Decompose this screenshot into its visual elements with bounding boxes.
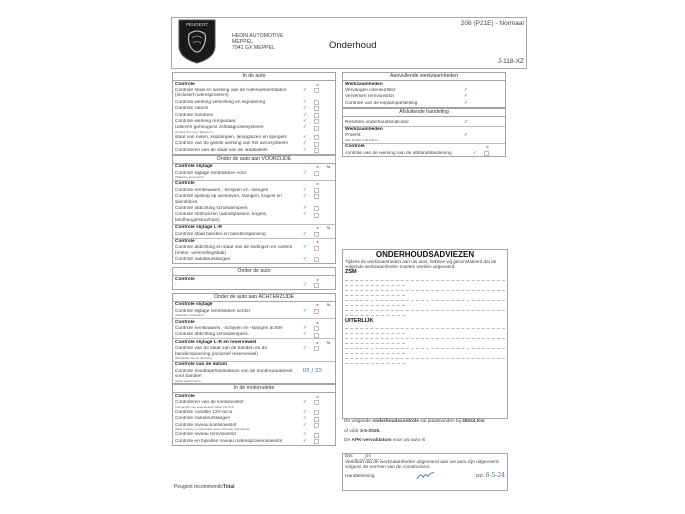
group-label xyxy=(173,225,335,231)
percent-mark: % xyxy=(326,302,331,308)
item-label: Controle stofhoezen (aandrijfassen, kogels, landheugelstuurhuis) xyxy=(175,212,268,223)
right-column xyxy=(342,72,506,157)
mark-columns xyxy=(295,188,333,193)
item-label: Controle slijtage xyxy=(175,164,213,170)
mark-columns xyxy=(453,88,503,93)
item-label: Controle xyxy=(175,81,195,87)
x-mark: x xyxy=(316,339,319,345)
check-item xyxy=(173,99,335,105)
note: (Waarden verwerken) xyxy=(175,175,204,180)
left-column xyxy=(172,72,336,446)
handwritten-tick-icon: ✓ xyxy=(302,421,308,428)
item-label: Controle van de datum xyxy=(175,362,227,368)
handwritten-tick-icon: ✓ xyxy=(302,134,308,141)
section-title: In de auto xyxy=(173,73,335,81)
signature-label: Handtekening xyxy=(345,474,375,480)
checkbox[interactable] xyxy=(314,309,319,314)
item-label: Controle slijtage L-R en reservewiel xyxy=(175,339,257,345)
check-item xyxy=(173,400,335,410)
handwritten-tick-icon: ✓ xyxy=(302,186,308,193)
item-label: controle van de werking van de afstandsbediening xyxy=(345,150,452,156)
checkbox[interactable] xyxy=(314,417,319,422)
handwritten-tick-icon: ✓ xyxy=(302,345,308,352)
x-mark: x xyxy=(316,225,319,231)
item-label xyxy=(175,369,295,383)
item-label: Controle xyxy=(175,181,195,187)
text: Uitlezen geheugens zelfdiagnosesysteem xyxy=(175,125,264,131)
item-label: Controle werking verlichting en signalering xyxy=(175,99,266,105)
x-mark: x xyxy=(316,276,319,282)
section-afsluitend xyxy=(342,108,506,158)
apk-line xyxy=(342,438,506,444)
checkbox[interactable] xyxy=(314,126,319,131)
x-mark: x xyxy=(316,302,319,308)
note: (A partir du menu "Ellexeur") xyxy=(175,129,213,134)
handwritten-sign-date: 6-5-24 xyxy=(485,472,505,480)
mark-columns xyxy=(465,144,503,149)
section-title: Onder de auto aan VOORZIJDE xyxy=(173,156,335,164)
signature-box xyxy=(342,453,508,491)
item-label: - xyxy=(175,283,177,289)
mark-columns xyxy=(453,133,503,138)
checkbox[interactable] xyxy=(314,433,319,438)
item-label xyxy=(345,133,453,142)
advice-intro: Tijdens de werkzaamheden aan uw auto, hebben wij geconstateerd dat de volgende werkzaamheden moeten worden uitgevoerd: xyxy=(345,259,497,270)
checkbox[interactable] xyxy=(314,400,319,405)
mark-columns xyxy=(295,257,333,262)
next-service-info xyxy=(342,419,506,444)
group-label xyxy=(173,164,335,170)
work-item xyxy=(343,94,505,100)
item-label xyxy=(175,125,295,134)
next-service-line xyxy=(342,419,506,425)
handwritten-tick-icon: ✓ xyxy=(302,244,308,251)
text: 3-5-2025. xyxy=(360,428,381,434)
note: (selon équipement ) xyxy=(175,378,202,383)
mark-columns xyxy=(295,82,333,87)
mark-columns xyxy=(453,101,503,106)
mark-columns xyxy=(295,309,333,314)
check-item xyxy=(173,409,335,415)
section-title: Onder de auto aan ACHTERZIJDE xyxy=(173,294,335,302)
checkbox[interactable] xyxy=(314,188,319,193)
license-plate: J-118-XZ xyxy=(497,58,524,65)
mark-columns xyxy=(295,164,333,169)
mark-columns xyxy=(295,410,333,415)
item-label: Controle staat banden en bandenspanning xyxy=(175,231,266,237)
mark-columns xyxy=(295,369,333,374)
item-label: Controle staat en werking van de ruitenwisserbladen (inclusief ruitensproeiers) xyxy=(175,87,287,99)
checkbox[interactable] xyxy=(314,113,319,118)
mark-columns xyxy=(295,181,333,186)
group-label xyxy=(173,302,335,308)
handwritten-tick-icon: ✓ xyxy=(472,149,478,156)
check-item xyxy=(173,194,335,206)
checkbox[interactable] xyxy=(314,119,319,124)
dtv-value: JH xyxy=(355,454,381,460)
item-label: Controle speling op wielnaven, stangen, kogels en silentblocs xyxy=(175,194,282,205)
check-item xyxy=(173,283,335,289)
group-label xyxy=(173,339,335,345)
percent-mark: % xyxy=(326,225,331,231)
check-item xyxy=(173,422,335,432)
checkbox[interactable] xyxy=(314,88,319,93)
handwritten-tick-icon: ✓ xyxy=(302,415,308,422)
mark-columns xyxy=(295,400,333,405)
checkbox[interactable] xyxy=(314,346,319,351)
check-item xyxy=(173,118,335,124)
item-label: Controle afdichting schokdempers xyxy=(175,206,248,211)
mark-columns xyxy=(295,100,333,105)
item-label: Controle conditie 12V-accu xyxy=(175,409,233,415)
item-label: Controle werking rempedaal. xyxy=(175,118,237,124)
group-label xyxy=(343,144,505,150)
text: Dtv: xyxy=(345,454,354,459)
mark-columns xyxy=(295,416,333,421)
text: Controle van de staat van de banden en de bandenspanning (inclusief reservewiel) xyxy=(175,346,268,357)
x-mark: x xyxy=(316,164,319,170)
mark-columns xyxy=(295,206,333,211)
item-label: Werkzaamheden xyxy=(345,81,383,87)
section-title: Afsluitende handeling xyxy=(343,109,505,117)
section-title: In de motorruimte xyxy=(173,385,335,393)
mark-columns xyxy=(295,277,333,282)
section-title: Onder de auto xyxy=(173,268,335,276)
handwritten-tick-icon: ✓ xyxy=(302,331,308,338)
item-label: Controle xyxy=(175,276,195,282)
text: Controle slijtage remblokken achter xyxy=(175,308,251,314)
work-item xyxy=(343,87,505,93)
check-item xyxy=(173,231,335,237)
mark-columns xyxy=(295,232,333,237)
mark-columns xyxy=(295,302,333,307)
mark-columns xyxy=(295,194,333,199)
handwritten-tick-icon: ✓ xyxy=(302,193,308,200)
handwritten-tick-icon: ✓ xyxy=(302,324,308,331)
checkbox[interactable] xyxy=(314,246,319,251)
check-item xyxy=(173,135,335,141)
check-item xyxy=(173,112,335,118)
item-label: Controle afdichting en staat van de leidingen en carters (motor, versnellingsbak) xyxy=(175,245,293,256)
check-item xyxy=(173,206,335,212)
handwritten-tick-icon: ✓ xyxy=(463,93,469,100)
item-label xyxy=(175,400,295,409)
later-label: UITERLIJK xyxy=(345,317,374,324)
mark-columns xyxy=(295,212,333,217)
mark-columns xyxy=(295,225,333,230)
x-mark: x xyxy=(316,181,319,187)
mark-columns xyxy=(295,106,333,111)
mark-columns xyxy=(453,120,503,125)
next-date-line xyxy=(342,429,506,435)
check-item xyxy=(173,170,335,180)
note: (Waarden verwerken) xyxy=(175,313,204,318)
note: Elke 30.000 of 80.000 km xyxy=(345,137,380,142)
handwritten-tick-icon: ✓ xyxy=(302,146,308,153)
check-item xyxy=(173,212,335,224)
item-label: Controle claxon xyxy=(175,106,209,112)
checkbox[interactable] xyxy=(314,326,319,331)
check-item xyxy=(173,141,335,147)
checkbox[interactable] xyxy=(314,106,319,111)
section-onder xyxy=(172,267,336,290)
mark-columns xyxy=(295,148,333,153)
mark-columns xyxy=(295,346,333,351)
group-label xyxy=(343,81,505,87)
checkbox[interactable] xyxy=(314,171,319,176)
text: zal plaatsvinden bij xyxy=(420,419,461,424)
item-label: Controle van de goede werking van het aircosysteem xyxy=(175,141,289,147)
handwritten-date: 05 / 25 xyxy=(302,367,322,374)
checkbox[interactable] xyxy=(314,135,319,140)
mark-columns xyxy=(295,141,333,146)
text: Controleren van de koelvloeistof xyxy=(175,400,244,406)
text: Controle niveau koelvloeistof xyxy=(175,422,237,428)
handwritten-tick-icon: ✓ xyxy=(302,98,308,105)
item-label: Controle remklauwen, -schijven en -slangen xyxy=(175,187,269,193)
mark-columns xyxy=(465,151,503,156)
percent-mark: % xyxy=(326,164,331,170)
text: De xyxy=(344,438,351,444)
group-label xyxy=(173,239,335,245)
check-item xyxy=(173,87,335,99)
section-achterzijde xyxy=(172,293,336,384)
handwritten-tick-icon: ✓ xyxy=(463,118,469,125)
checkbox[interactable] xyxy=(314,194,319,199)
text: APK-vervaldatum xyxy=(351,438,392,444)
brand-text: PEUGEOT xyxy=(185,22,209,27)
checkbox[interactable] xyxy=(314,439,319,444)
item-label: Verversen remvloeistof xyxy=(345,94,394,100)
mark-columns xyxy=(295,135,333,140)
handwritten-tick-icon: ✓ xyxy=(302,205,308,211)
handwritten-tick-icon: ✓ xyxy=(302,86,308,93)
checkbox[interactable] xyxy=(314,257,319,262)
note: (Mise à niveau si nécessaire (sauf véhicules électriques) xyxy=(175,427,251,432)
mark-columns xyxy=(295,432,333,437)
mark-columns xyxy=(295,340,333,345)
group-label xyxy=(173,393,335,399)
check-item xyxy=(173,432,335,438)
item-label: Controle niveau remvloeistof xyxy=(175,432,236,438)
section-aanvullend xyxy=(342,72,506,108)
item-label: Controle slijtage xyxy=(175,302,213,308)
group-label xyxy=(343,127,505,133)
work-item xyxy=(343,117,505,126)
text: Controle houdbaarheidsdatum van de noodreparatieset voor banden xyxy=(175,368,293,380)
item-label: Controle afdichting schokdempers. xyxy=(175,332,249,338)
text: DD: xyxy=(476,474,485,480)
check-item xyxy=(173,325,335,331)
handwritten-tick-icon: ✓ xyxy=(302,140,308,147)
handwritten-tick-icon: ✓ xyxy=(302,169,308,176)
item-label: Vervangen interieurfilter xyxy=(345,87,396,93)
handwritten-tick-icon: ✓ xyxy=(302,230,308,237)
asap-label: ZSM xyxy=(345,269,357,276)
mark-columns xyxy=(295,125,333,130)
note: afhankelijk van de uitrusting xyxy=(175,356,213,361)
check-item xyxy=(173,187,335,193)
handwritten-tick-icon: ✓ xyxy=(302,256,308,263)
mark-columns xyxy=(295,326,333,331)
signature-icon xyxy=(415,471,435,480)
footer-text: Peugeot recommends xyxy=(174,484,223,490)
text: 48244 Km xyxy=(462,419,485,424)
text: voor uw auto is xyxy=(392,438,426,444)
handwritten-tick-icon: ✓ xyxy=(302,431,308,438)
checkbox[interactable] xyxy=(484,151,489,156)
advice-line-short xyxy=(345,311,405,316)
check-item xyxy=(173,257,335,263)
handwritten-tick-icon: ✓ xyxy=(302,211,308,218)
item-label: Controleren van de staat van de laadkabels xyxy=(175,147,268,153)
item-label: Controle radiateurslangen xyxy=(175,416,231,422)
handwritten-tick-icon: ✓ xyxy=(463,99,469,106)
mark-columns xyxy=(295,245,333,250)
checkbox[interactable] xyxy=(314,206,319,211)
mark-columns xyxy=(295,394,333,399)
handwritten-tick-icon: ✓ xyxy=(302,105,308,112)
check-item xyxy=(173,438,335,444)
check-item xyxy=(173,147,335,153)
check-item xyxy=(173,125,335,135)
group-label xyxy=(173,181,335,187)
checkbox[interactable] xyxy=(314,142,319,147)
mark-columns xyxy=(295,119,333,124)
mark-columns xyxy=(295,113,333,118)
check-item xyxy=(173,346,335,361)
advice-title: ONDERHOUDSADVIEZEN xyxy=(375,250,475,259)
sign-date xyxy=(476,473,505,480)
footer xyxy=(174,484,235,490)
group-label xyxy=(173,276,335,282)
note: (Vervangen van koelvloeistof indien PH<6,2) xyxy=(175,404,235,409)
check-item xyxy=(173,332,335,338)
x-mark: x xyxy=(316,239,319,245)
item-label: Controle handrem xyxy=(175,112,214,118)
handwritten-tick-icon: ✓ xyxy=(302,282,308,289)
handwritten-tick-icon: ✓ xyxy=(463,132,469,139)
item-label xyxy=(175,309,295,318)
item-label: Controle radiateurslangen xyxy=(175,257,231,263)
handwritten-tick-icon: ✓ xyxy=(302,399,308,406)
vehicle-model: 208 (P21E) - Normaal xyxy=(460,20,524,27)
checkbox[interactable] xyxy=(314,148,319,153)
item-label: Controle remklauwen, -schijven en -slangen achter xyxy=(175,325,283,331)
percent-mark: % xyxy=(326,339,331,345)
mark-columns xyxy=(295,320,333,325)
checkbox[interactable] xyxy=(314,423,319,428)
checkbox[interactable] xyxy=(314,283,319,288)
x-mark: x xyxy=(316,319,319,325)
group-label xyxy=(173,81,335,87)
item-label: Controle en bijvullen niveau ruitensproeiervloeistof xyxy=(175,438,283,444)
handwritten-tick-icon: ✓ xyxy=(302,437,308,444)
mark-columns xyxy=(295,439,333,444)
section-in-de-auto xyxy=(172,72,336,155)
work-item xyxy=(343,133,505,143)
mark-columns xyxy=(295,171,333,176)
check-item xyxy=(173,245,335,257)
text: of vóór xyxy=(344,428,359,434)
page-title: Onderhoud xyxy=(329,40,377,51)
advice-box xyxy=(342,249,508,419)
check-item xyxy=(173,416,335,422)
handwritten-tick-icon: ✓ xyxy=(302,117,308,124)
peugeot-logo-icon xyxy=(177,18,217,64)
mark-columns xyxy=(453,94,503,99)
dealer-city: MEPPEL xyxy=(232,38,254,45)
checkbox[interactable] xyxy=(314,100,319,105)
dealer-address: 7941 GX MEPPEL xyxy=(232,44,275,51)
mark-columns xyxy=(295,423,333,428)
mark-columns xyxy=(295,88,333,93)
text: De volgende xyxy=(344,419,371,424)
checkbox[interactable] xyxy=(314,232,319,237)
handwritten-tick-icon: ✓ xyxy=(302,408,308,415)
text: Controle slijtage remblokken vóór xyxy=(175,170,247,176)
item-label xyxy=(175,171,295,180)
x-mark: x xyxy=(316,81,319,87)
item-label: Werkzaamheden xyxy=(345,127,383,133)
handwritten-tick-icon: ✓ xyxy=(463,86,469,93)
check-item xyxy=(343,150,505,156)
dealer-info xyxy=(232,34,284,51)
section-voorzijde xyxy=(172,155,336,264)
check-item xyxy=(173,308,335,318)
section-motorruimte xyxy=(172,384,336,445)
handwritten-tick-icon: ✓ xyxy=(302,307,308,314)
checkbox[interactable] xyxy=(314,410,319,415)
item-label: Controle slijtage L-R xyxy=(175,225,222,231)
checkbox[interactable] xyxy=(314,213,319,218)
group-label xyxy=(173,319,335,325)
item-label: Resetten onderhoudsindicator xyxy=(345,119,410,125)
handwritten-tick-icon: ✓ xyxy=(302,124,308,131)
mark-columns xyxy=(295,332,333,337)
item-label: Controle xyxy=(345,144,365,150)
item-label: Controle van de koplampafstelling. xyxy=(345,100,419,106)
check-item xyxy=(173,368,335,383)
dealer-name: HEDIN AUTOMOTIVE xyxy=(232,33,284,39)
item-label: Controle xyxy=(175,239,195,245)
advice-line-short xyxy=(345,359,405,364)
mark-columns xyxy=(295,283,333,288)
check-item xyxy=(173,106,335,112)
checkbox[interactable] xyxy=(314,333,319,338)
text: Proefrit xyxy=(345,133,361,139)
footer-brand: Total xyxy=(222,484,235,490)
item-label: Controle xyxy=(175,319,195,325)
handwritten-tick-icon: ✓ xyxy=(302,111,308,118)
x-mark: x xyxy=(316,393,319,399)
signature-row xyxy=(343,471,507,480)
item-label xyxy=(175,346,295,360)
section-title: Aanvullende werkzaamheden xyxy=(343,73,505,81)
item-label: Controle xyxy=(175,393,195,399)
work-item xyxy=(343,100,505,106)
text: onderhoudscontrole xyxy=(372,419,419,424)
x-mark: x xyxy=(486,144,489,150)
statement: Verklaart dat de werkzaamheden uitgevoerd aan uw auto zijn uitgevoerd volgens de normen van de constructeur. xyxy=(345,459,499,470)
item-label xyxy=(175,423,295,432)
mark-columns xyxy=(295,239,333,244)
item-label: staat van ruiten, koplampen, lampglazen en spiegels xyxy=(175,135,287,141)
